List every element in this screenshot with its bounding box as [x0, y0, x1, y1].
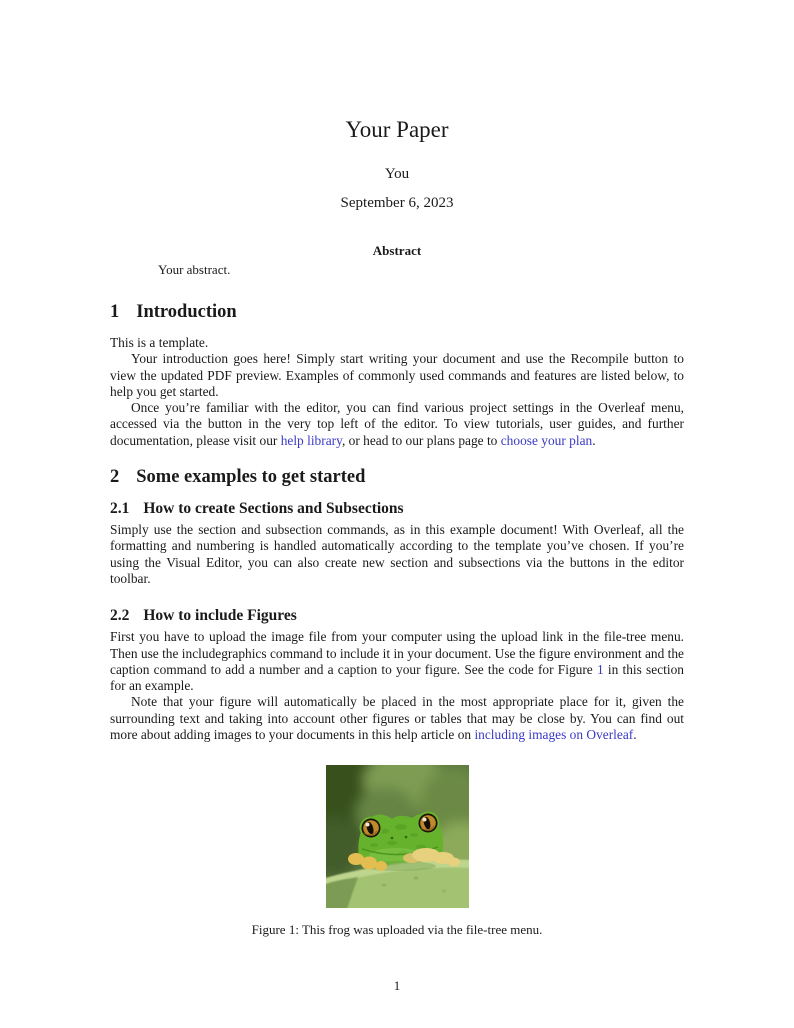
including-images-link[interactable]: including images on Overleaf — [474, 727, 634, 743]
subsection-2-1-heading — [110, 499, 684, 518]
paragraph-text: . — [633, 727, 637, 743]
figure-1-caption: Figure 1: This frog was uploaded via the file-tree menu. — [251, 922, 543, 938]
paper-title: Your Paper — [345, 117, 449, 142]
subsection-2-2-number: 2.2 — [110, 607, 130, 625]
paragraph — [110, 694, 684, 743]
section-1-heading — [110, 301, 684, 323]
abstract-heading: Abstract — [372, 243, 422, 258]
paragraph: Your introduction goes here! Simply start writing your document and use the Recompile button to view the updated PDF preview. Examples of commonly used commands and features are listed below, to help you get started. — [110, 351, 684, 399]
section-2-number: 2 — [110, 467, 120, 488]
paragraph: Simply use the section and subsection commands, as in this example document! With Overleaf, all the formatting and numbering is handled automatically according to the template you’ve chosen. If you’re using the Visual Editor, you can also create new section and subsections via the buttons in the editor toolbar. — [110, 522, 684, 586]
subsection-2-1-body — [110, 522, 684, 587]
abstract-text: Your abstract. — [158, 262, 231, 277]
subsection-2-2-title: How to include Figures — [143, 607, 297, 625]
paragraph-text: Once you’re familiar with the editor, you can find various project settings in the Overleaf menu, accessed via the button in the very top left of the editor. To view tutorials, user guides, and further documentation, please visit our — [110, 400, 684, 448]
paragraph-text: First you have to upload the image file from your computer using the upload link in the file-tree menu. Then use the includegraphics command to include it in your document. Use the figure environment and the caption command to add a number and a caption to your figure. See the code for Figure — [110, 629, 684, 677]
paragraph-text: Note that your figure will automatically be placed in the most appropriate place for it, given the surrounding text and taking into account other figures or tables that may be close by. You can find out more about adding images to your documents in this help article on — [110, 694, 684, 743]
subsection-2-1-number: 2.1 — [110, 500, 130, 518]
section-2-title: Some examples to get started — [136, 467, 366, 488]
paper-author: You — [384, 166, 410, 182]
section-2-heading — [110, 466, 684, 488]
help-library-link[interactable]: help library — [280, 432, 342, 448]
paragraph-text: . — [592, 432, 596, 448]
paragraph: This is a template. — [110, 335, 209, 350]
section-1-number: 1 — [110, 302, 120, 322]
paragraph — [110, 629, 684, 694]
frog-photo-image — [326, 765, 469, 908]
paragraph-text: in this section for an example. — [110, 661, 684, 694]
subsection-2-2-heading — [110, 606, 684, 625]
section-1-title: Introduction — [136, 302, 237, 322]
paragraph-text: , or head to our plans page to — [341, 432, 501, 448]
page-number: 1 — [393, 978, 401, 994]
figure-1 — [110, 765, 684, 908]
subsection-2-1-title: How to create Sections and Subsections — [143, 500, 404, 518]
paragraph — [110, 400, 684, 449]
choose-your-plan-link[interactable]: choose your plan — [500, 432, 593, 448]
section-1-body — [110, 335, 684, 449]
paper-date: September 6, 2023 — [340, 195, 454, 211]
subsection-2-2-body — [110, 629, 684, 743]
figure-1-reference-link[interactable]: 1 — [596, 661, 604, 677]
